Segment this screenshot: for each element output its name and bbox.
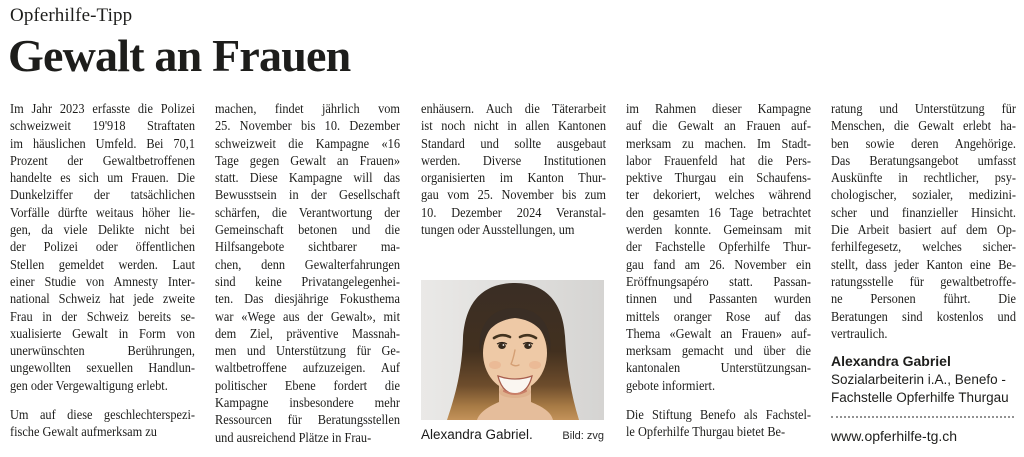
body-line: ratungsstelle für gewaltbetroffe- [831,274,1017,290]
body-line: pektive Thurgau ein Schaufens- [626,171,812,187]
body-line: war «Wege aus der Gewalt», mit [215,309,401,325]
body-line: Stellen gemeldet werden. Laut [10,257,196,273]
body-line: merksam zu machen. Im Stadt- [626,136,812,152]
paragraph [626,407,811,442]
paragraph [626,101,811,395]
body-line: ten. Das diesjährige Fokusthema [215,292,401,308]
body-line: xualisierte Gewalt in Form von [10,326,196,342]
paragraph [215,101,400,447]
body-line: Vorfälle dürfte weitaus höher lie- [10,205,196,221]
body-line: Dunkelziffer der tatsächlichen [10,188,196,204]
body-line: le Opferhilfe Thurgau bietet Be- [626,425,786,441]
body-line: auf die Gewalt an Frauen auf- [626,119,812,135]
body-line: fische Gewalt aufmerksam zu [10,425,157,441]
body-line: werden konnte. Gemeinsam mit [626,223,812,239]
body-line: der Fachstelle Opferhilfe Thur- [626,240,812,256]
body-line: Ressourcen für Beratungsstellen [215,413,401,429]
body-line: politischer Ebene fordert die [215,378,401,394]
body-line: handelte es sich um Frauen. Die [10,171,196,187]
kicker: Opferhilfe-Tipp [10,5,133,26]
body-line: mittels oranger Rose auf das [626,309,812,325]
body-line: Hilfsangebote sichtbarer ma- [215,240,401,256]
body-line: unerwünschten Berührungen, [10,344,196,360]
author-block [831,352,1016,446]
body-line: schweizweit die Kampagne «16 [215,136,401,152]
body-line: tungen oder Ausstellungen, um [421,223,575,239]
body-line: dem Ziel, präventive Massnah- [215,326,401,342]
body-line: der Polizei oder öffentlichen [10,240,196,256]
photo-caption: Alexandra Gabriel. [421,427,533,442]
body-line: Thema «Gewalt an Frauen» auf- [626,326,812,342]
paragraph [421,101,606,239]
body-line: schweizweit 19'918 Straftaten [10,119,196,135]
portrait-photo [421,280,604,420]
body-line: chologischer, sozialer, medizini- [831,188,1017,204]
body-line: stellt, dass jeder Kanton eine Be- [831,257,1017,273]
body-line: ist noch nicht in allen Kantonen [421,119,607,135]
body-line: Gemeinschaft betonen und die [215,223,401,239]
photo-credit: Bild: zvg [562,430,604,442]
author-role-line: Sozialarbeiterin i.A., Benefo - [831,371,1006,387]
article-headline: Gewalt an Frauen [8,30,351,81]
body-line: enhäusern. Auch die Täterarbeit [421,102,607,117]
photo-caption-row [421,427,604,442]
body-line: gau fand am 26. November ein [626,257,812,273]
article-column-2 [215,101,400,447]
body-line: gen, da viele Delikte nicht bei [10,223,196,239]
eye-glint-right [529,344,531,346]
body-line: Die Arbeit basiert auf dem Op- [831,223,1017,239]
body-line: im Rahmen dieser Kampagne [626,102,812,117]
body-line: men und Unterstützung für Ge- [215,344,401,360]
body-line: schärfen, die Verantwortung der [215,205,401,221]
body-line: ungewollten sexuellen Handlun- [10,361,196,377]
body-line: Frau in der Schweiz bereits se- [10,309,196,325]
body-line: Tage gegen Gewalt an Frauen» [215,153,401,169]
body-line: machen, findet jährlich vom [215,102,401,117]
body-line: statt. Diese Kampagne will das [215,171,401,187]
body-line: ter dekoriert, welches während [626,188,812,204]
body-line: Beratungen sind kostenlos und [831,309,1017,325]
body-line: vertraulich. [831,326,888,342]
cheek-left [489,361,501,369]
eye-glint-left [503,344,505,346]
body-line: national Schweiz hat jede zweite [10,292,196,308]
body-line: scher und finanzieller Hinsicht. [831,205,1017,221]
body-line: ne Personen führt. Die [831,292,1017,308]
author-role-line: Fachstelle Opferhilfe Thurgau [831,390,1009,405]
body-line: Das Beratungsangebot umfasst [831,153,1017,169]
body-line: Standard und sollte ausgebaut [421,136,607,152]
body-line: und ausreichend Plätze in Frau- [215,430,372,446]
body-line: tinnen und Passanten wurden [626,292,812,308]
body-line: werden. Diverse Institutionen [421,153,607,169]
body-line: chen, denn Gewalterfahrungen [215,257,401,273]
eye-left [498,343,506,349]
body-line: 10. Dezember 2024 Veranstal- [421,205,607,221]
paragraph [10,101,195,395]
body-line: Auskünfte in rechtlicher, psy- [831,171,1017,187]
body-line: im häuslichen Umfeld. Bei 70,1 [10,136,196,152]
portrait-figure [421,280,604,442]
body-line: den gesamten 16 Tage betrachtet [626,205,812,221]
body-line: waltbetroffene aufzuzeigen. Auf [215,361,401,377]
body-line: gen oder Vergewaltigung erlebt. [10,378,168,394]
body-line: Eröffnungsapéro statt. Passan- [626,274,812,290]
body-line: Im Jahr 2023 erfasste die Polizei [10,102,196,117]
body-line: sind keine Privatangelegenhei- [215,274,401,290]
body-line: Prozent der Gewaltbetroffenen [10,153,196,169]
body-line: gau vom 25. November bis zum [421,188,607,204]
body-line: Um auf diese geschlechterspezi- [10,408,196,424]
body-line: Menschen, die Gewalt erlebt ha- [831,119,1017,135]
paragraph [10,407,195,442]
body-line: kantonalen Unterstützungsan- [626,361,812,377]
body-line: ratung und Unterstützung für [831,102,1017,117]
eye-right [524,343,532,349]
body-line: 25. November bis 10. Dezember [215,119,401,135]
article-column-1 [10,101,195,442]
cheek-right [529,361,541,369]
body-line: Kampagne insbesondere mehr [215,396,401,412]
paragraph [831,101,1016,343]
article-column-5 [831,101,1016,343]
body-line: merksam gemacht und über die [626,344,812,360]
dotted-divider [831,416,1014,418]
body-line: einer Studie von Amnesty Inter- [10,274,196,290]
body-line: gebote informiert. [626,378,716,394]
body-line: ben sowie deren Angehörige. [831,136,1017,152]
article-column-4 [626,101,811,442]
body-line: Bewusstsein in der Gesellschaft [215,188,401,204]
article-column-3 [421,101,606,239]
body-line: labor Frauenfeld hat die Pers- [626,153,812,169]
author-name: Alexandra Gabriel [831,353,951,369]
body-line: organisierten im Kanton Thur- [421,171,607,187]
body-line: ferhilfegesetz, welches sicher- [831,240,1017,256]
body-line: Die Stiftung Benefo als Fachstel- [626,408,812,424]
website-link[interactable]: www.opferhilfe-tg.ch [831,427,958,444]
